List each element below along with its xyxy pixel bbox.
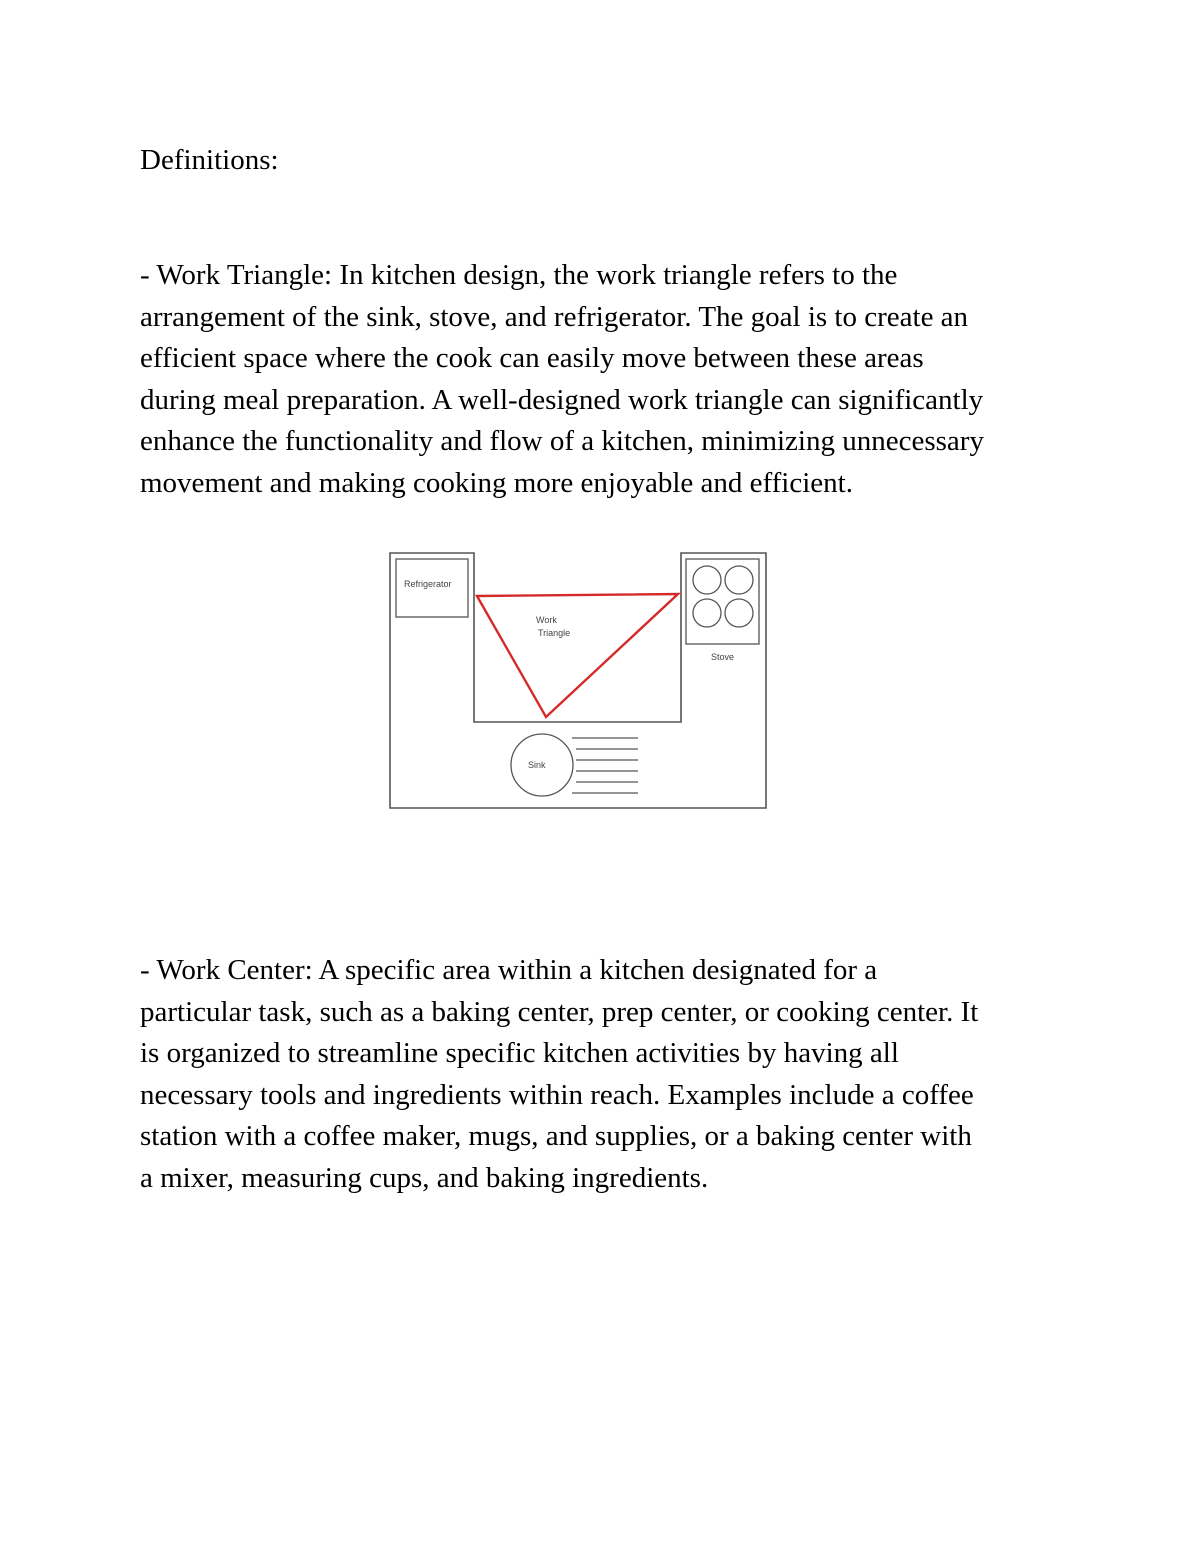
text-line: efficient space where the cook can easily move between these areas	[140, 342, 924, 374]
text-line: enhance the functionality and flow of a kitchen, minimizing unnecessary	[140, 425, 984, 457]
text-line: movement and making cooking more enjoyable and efficient.	[140, 466, 853, 499]
work-center-definition	[140, 950, 1070, 1199]
text-line: arrangement of the sink, stove, and refrigerator. The goal is to create an	[140, 300, 969, 333]
triangle-label-line2: Triangle	[538, 628, 571, 638]
text-line: station with a coffee maker, mugs, and supplies, or a baking center with	[140, 1120, 972, 1152]
text-line: particular task, such as a baking center, prep center, or cooking center. It	[140, 995, 979, 1028]
text-line: is organized to streamline specific kitchen activities by having all	[140, 1037, 899, 1069]
work-triangle-diagram	[388, 550, 768, 810]
kitchen-layout-svg	[388, 550, 768, 810]
work-triangle-definition	[140, 255, 1070, 504]
text-line: necessary tools and ingredients within reach. Examples include a coffee	[140, 1078, 974, 1111]
work-triangle-shape	[477, 594, 678, 717]
stove-label: Stove	[711, 652, 735, 662]
triangle-label-line1: Work	[536, 615, 557, 625]
text-line: - Work Triangle: In kitchen design, the work triangle refers to the	[140, 259, 898, 291]
sink-label: Sink	[528, 760, 546, 770]
text-line: during meal preparation. A well-designed work triangle can significantly	[140, 383, 984, 416]
text-line: - Work Center: A specific area within a kitchen designated for a	[140, 954, 878, 986]
page-heading: Definitions:	[140, 144, 279, 176]
refrigerator-label: Refrigerator	[404, 579, 452, 589]
text-line: a mixer, measuring cups, and baking ingredients.	[140, 1161, 709, 1194]
